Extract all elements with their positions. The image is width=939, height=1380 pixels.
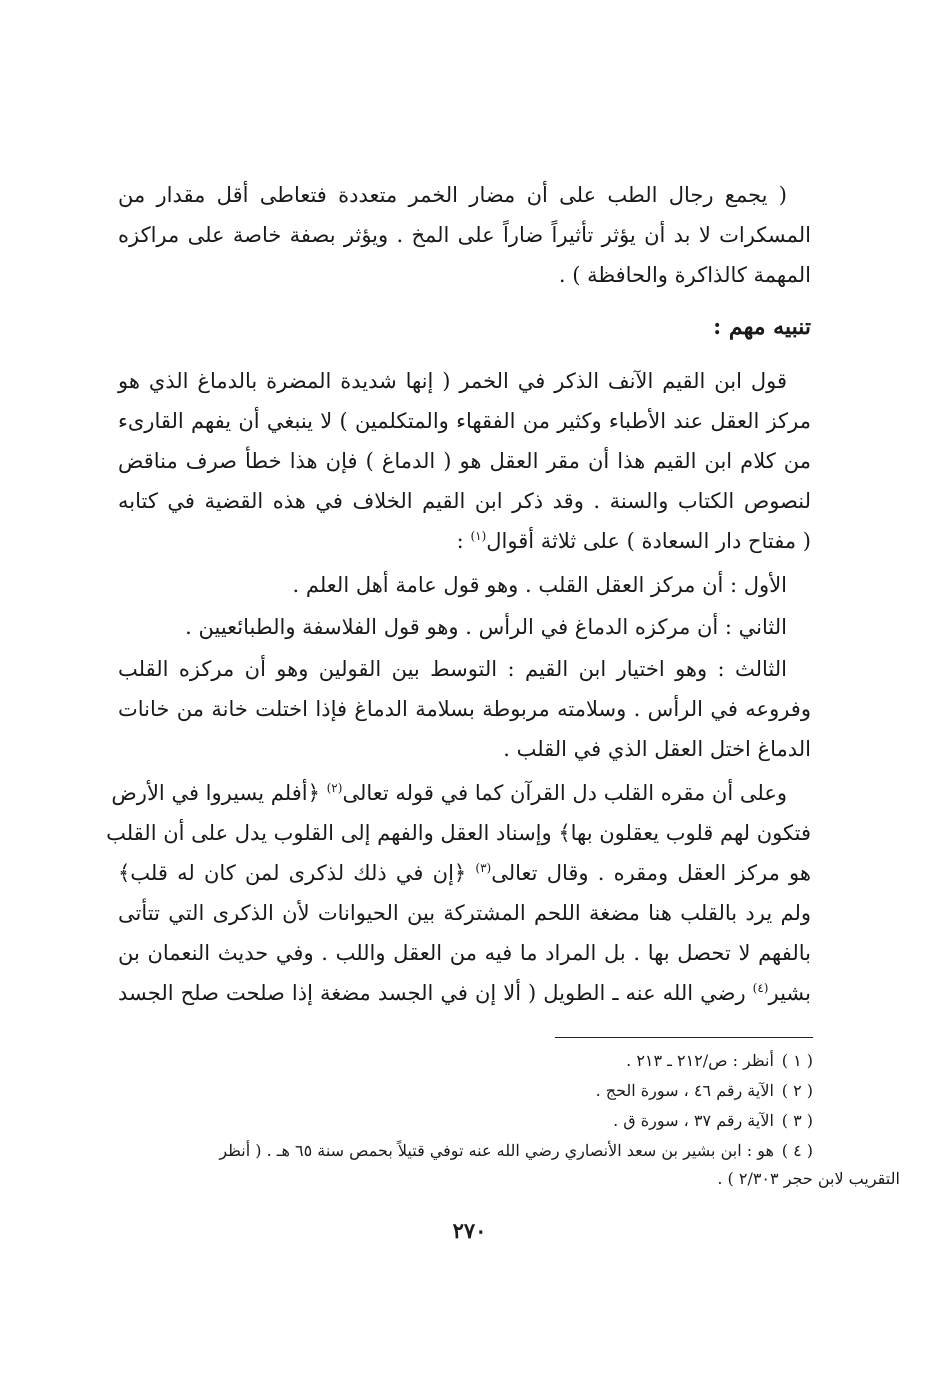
footnote [118,1107,813,1135]
text-line: المهمة كالذاكرة والحافظة ) . [558,263,811,287]
text-line: المسكرات لا بد أن يؤثر تأثيراً ضاراً على المخ . ويؤثر بصفة خاصة على مراكزه [118,223,811,247]
footnote [118,1137,813,1165]
text-line: ( مفتاح دار السعادة ) على ثلاثة أقوال$^{(١)}$ : [456,529,811,553]
text-line: الأول : أن مركز العقل القلب . وهو قول عامة أهل العلم . [292,573,787,597]
text-line [111,773,787,813]
section-heading: تنبيه مهم : [713,314,811,340]
footnote-text: هو : ابن بشير بن سعد الأنصاري رضي الله عنه توفي قتيلاً بحمص سنة ٦٥ هـ . ( أنظر [219,1141,774,1160]
footnote-separator [555,1037,813,1038]
line-text: وعلى أن مقره القلب دل القرآن كما في قوله تعالى [342,781,787,805]
quran-quote: ﴿إن في ذلك لذكرى لمن كان له قلب﴾ [118,861,467,885]
line-text: هو مركز العقل ومقره . وقال تعالى [491,861,811,885]
footnote-continuation [244,1165,939,1193]
text-line: لنصوص الكتاب والسنة . وقد ذكر ابن القيم الخلاف في هذه القضية في كتابه [118,489,811,513]
footnote-number: ( ٤ ) [781,1141,813,1160]
footnote-ref[interactable]: (٣) [475,861,492,875]
footnote-ref[interactable]: (٢) [326,781,343,795]
text-line: ولم يرد بالقلب هنا مضغة اللحم المشتركة بين الحيوانات لأن الذكرى التي تتأتى [118,901,811,925]
quran-quote: ﴿أفلم يسيروا في الأرض [111,781,320,805]
footnote-text: الآية رقم ٣٧ ، سورة ق . [613,1111,774,1130]
line-text: بشير [768,981,811,1005]
footnote-text: أنظر : ص/٢١٢ ـ ٢١٣ . [626,1051,774,1070]
line-text: ( مفتاح دار السعادة ) على ثلاثة أقوال [486,529,811,553]
text-line [118,853,811,893]
text-line: بالفهم لا تحصل بها . بل المراد ما فيه من العقل واللب . وفي حديث النعمان بن [118,941,811,965]
text-line: الثالث : وهو اختيار ابن القيم : التوسط بين القولين وهو أن مركزه القلب [118,657,787,681]
footnote-text: التقريب لابن حجر ٢/٣٠٣ ) . [717,1169,900,1188]
footnote-ref[interactable]: (٤) [752,981,769,995]
footnote [118,1047,813,1075]
footnote-text: الآية رقم ٤٦ ، سورة الحج . [595,1081,774,1100]
text-line: الثاني : أن مركزه الدماغ في الرأس . وهو قول الفلاسفة والطبائعيين . [185,615,787,639]
footnote-number: ( ٢ ) [781,1081,813,1100]
page-number: ٢٧٠ [452,1218,487,1243]
text-line: ( يجمع رجال الطب على أن مضار الخمر متعددة فتعاطى أقل مقدار من [118,183,787,207]
footnote-number: ( ١ ) [781,1051,813,1070]
text-line: فتكون لهم قلوب يعقلون بها﴾ وإسناد العقل والفهم إلى القلوب يدل على أن القلب [106,821,811,845]
text-line: الدماغ اختل العقل الذي في القلب . [503,737,811,761]
text-line: مركز العقل عند الأطباء وكثير من الفقهاء والمتكلمين ) لا ينبغي أن يفهم القارىء [118,409,811,433]
line-text: رضي الله عنه ـ الطويل ( ألا إن في الجسد مضغة إذا صلحت صلح الجسد [118,981,746,1005]
text-line: وفروعه في الرأس . وسلامته مربوطة بسلامة الدماغ فإذا اختلت خانة من خانات [118,697,811,721]
text-line: من كلام ابن القيم هذا أن مقر العقل هو ( الدماغ ) فإن هذا خطأ صرف مناقض [118,449,811,473]
footnote [118,1077,813,1105]
text-line [118,973,811,1013]
text-line: قول ابن القيم الآنف الذكر في الخمر ( إنها شديدة المضرة بالدماغ الذي هو [118,369,787,393]
footnote-number: ( ٣ ) [781,1111,813,1130]
footnote-ref[interactable]: (١) [470,529,487,543]
